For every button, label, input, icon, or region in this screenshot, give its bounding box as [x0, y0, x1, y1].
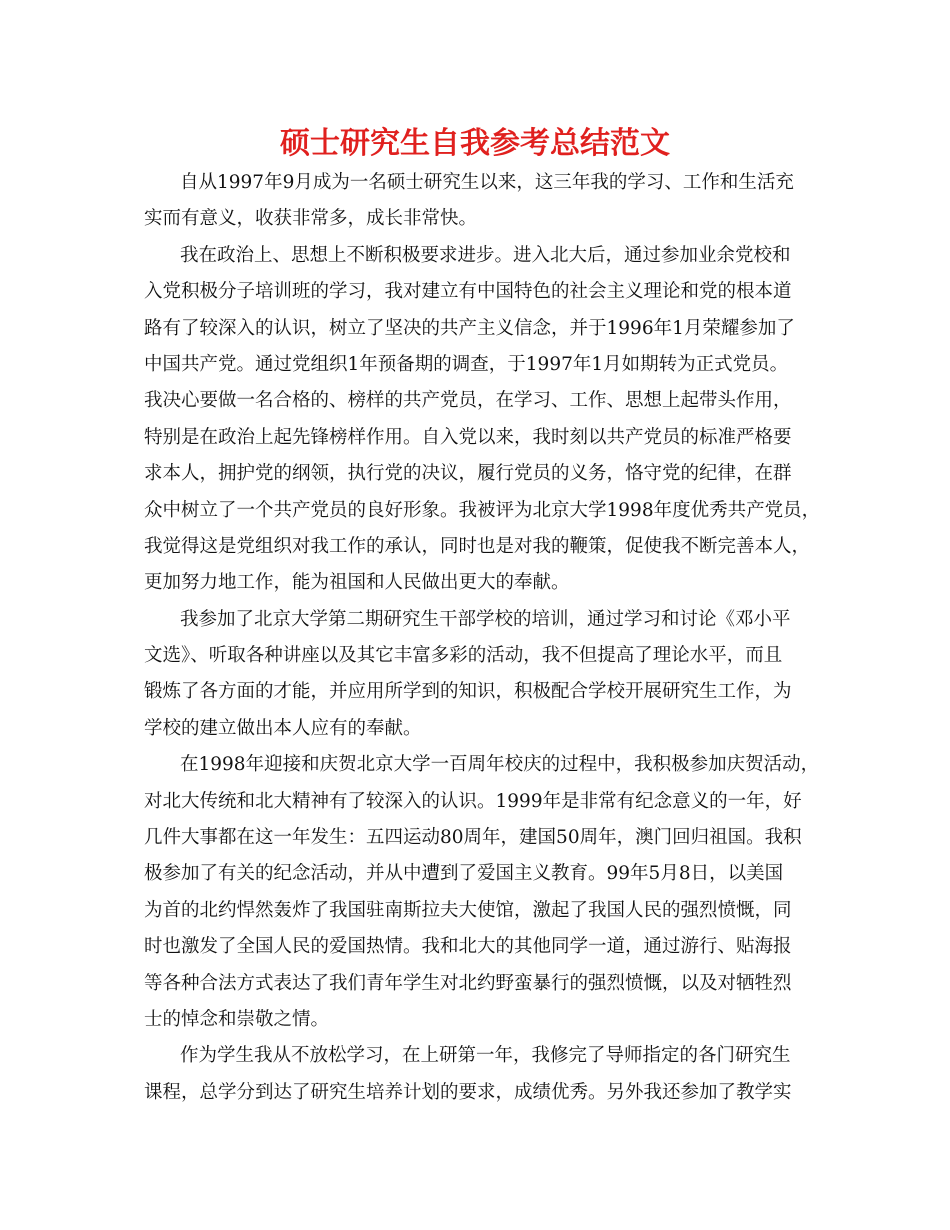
body-line: 我在政治上、思想上不断积极要求进步。进入北大后，通过参加业余党校和 [180, 244, 791, 266]
body-line: 我参加了北京大学第二期研究生干部学校的培训，通过学习和讨论《邓小平 [180, 608, 791, 630]
body-line: 等各种合法方式表达了我们青年学生对北约野蛮暴行的强烈愤慨，以及对牺牲烈 [144, 972, 792, 994]
body-line: 我决心要做一名合格的、榜样的共产党员，在学习、工作、思想上起带头作用， [144, 390, 792, 412]
body-line: 课程，总学分到达了研究生培养计划的要求，成绩优秀。另外我还参加了教学实 [144, 1081, 792, 1103]
body-line: 实而有意义，收获非常多，成长非常快。 [144, 208, 478, 230]
body-line: 路有了较深入的认识，树立了坚决的共产主义信念，并于1996年1月荣耀参加了 [144, 317, 795, 339]
body-line: 中国共产党。通过党组织1年预备期的调查，于1997年1月如期转为正式党员。 [144, 353, 789, 375]
body-line: 特别是在政治上起先锋榜样作用。自入党以来，我时刻以共产党员的标准严格要 [144, 426, 792, 448]
body-line: 入党积极分子培训班的学习，我对建立有中国特色的社会主义理论和党的根本道 [144, 281, 792, 303]
body-line: 极参加了有关的纪念活动，并从中遭到了爱国主义教育。99年5月8日，以美国 [144, 863, 784, 885]
body-line: 在1998年迎接和庆贺北京大学一百周年校庆的过程中，我积极参加庆贺活动， [180, 754, 820, 776]
body-line: 更加努力地工作，能为祖国和人民做出更大的奉献。 [144, 572, 570, 594]
body-line: 我觉得这是党组织对我工作的承认，同时也是对我的鞭策，促使我不断完善本人， [144, 535, 811, 557]
body-line: 作为学生我从不放松学习，在上研第一年，我修完了导师指定的各门研究生 [180, 1045, 791, 1067]
body-line: 文选》、听取各种讲座以及其它丰富多彩的活动，我不但提高了理论水平，而且 [144, 645, 783, 667]
body-line: 求本人，拥护党的纲领，执行党的决议，履行党员的义务，恪守党的纪律，在群 [144, 463, 792, 485]
document-title: 硕士研究生自我参考总结范文 [280, 126, 670, 161]
body-line: 学校的建立做出本人应有的奉献。 [144, 717, 422, 739]
body-line: 几件大事都在这一年发生：五四运动80周年，建国50周年，澳门回归祖国。我积 [144, 827, 802, 849]
body-line: 锻炼了各方面的才能，并应用所学到的知识，积极配合学校开展研究生工作，为 [144, 681, 792, 703]
body-line: 众中树立了一个共产党员的良好形象。我被评为北京大学1998年度优秀共产党员， [144, 499, 821, 521]
body-line: 对北大传统和北大精神有了较深入的认识。1999年是非常有纪念意义的一年，好 [144, 790, 802, 812]
body-line: 时也激发了全国人民的爱国热情。我和北大的其他同学一道，通过游行、贴海报 [144, 936, 792, 958]
body-line: 为首的北约悍然轰炸了我国驻南斯拉夫大使馆，激起了我国人民的强烈愤慨，同 [144, 899, 792, 921]
body-line: 自从1997年9月成为一名硕士研究生以来，这三年我的学习、工作和生活充 [180, 172, 794, 193]
document-body [144, 165, 821, 1111]
body-line: 士的悼念和崇敬之情。 [144, 1008, 330, 1030]
